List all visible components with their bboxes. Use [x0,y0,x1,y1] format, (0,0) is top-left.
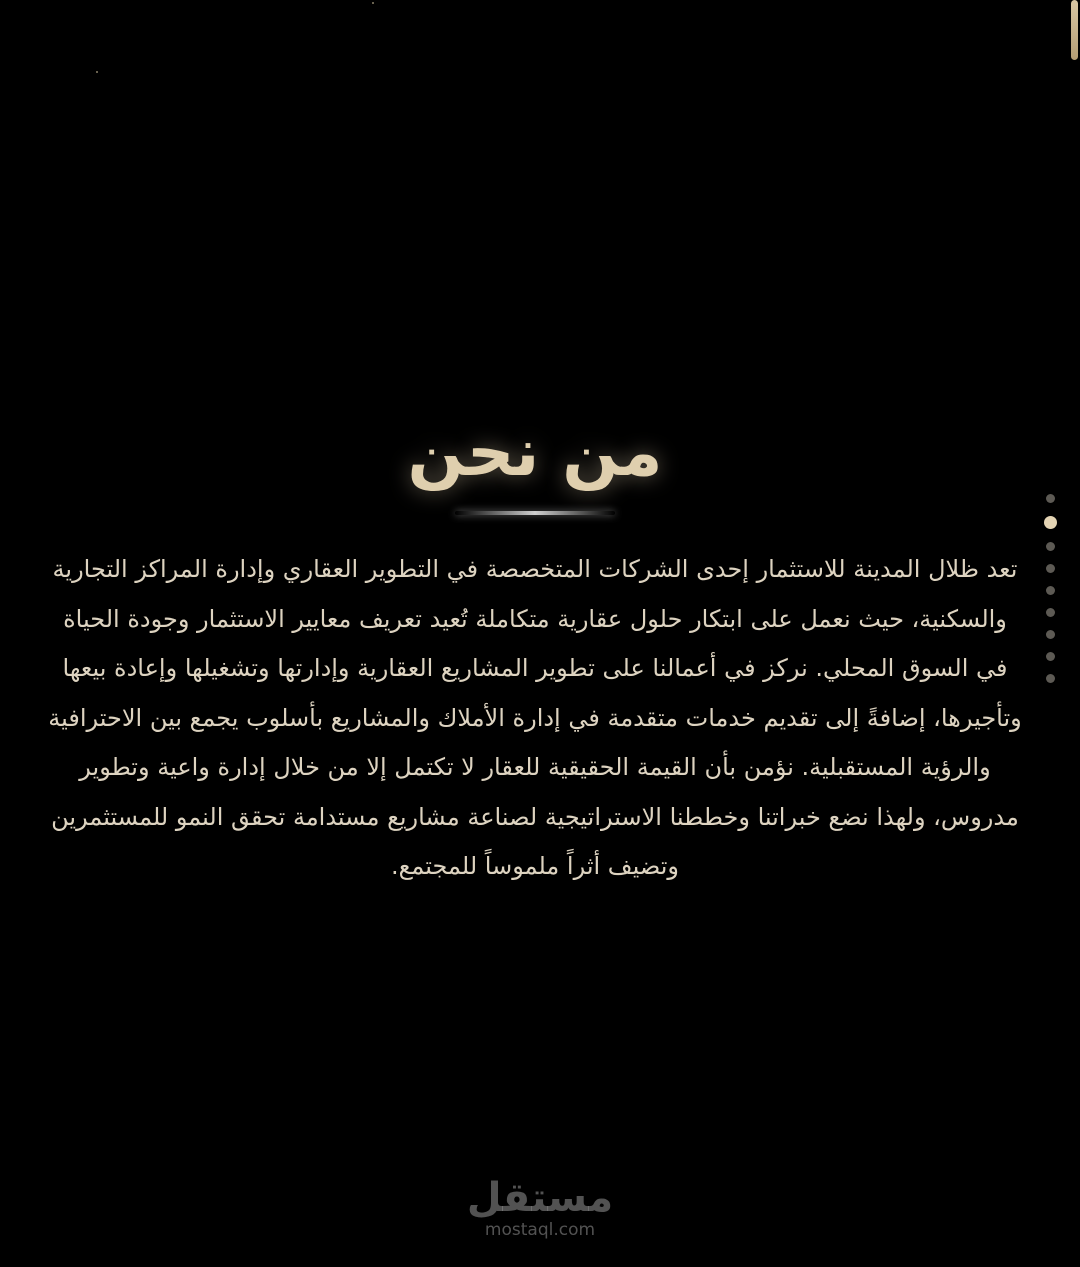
dot-nav-item[interactable] [1046,542,1055,551]
dot-nav-item-active[interactable] [1044,516,1057,529]
watermark-arabic: مستقل [466,1175,614,1221]
watermark-latin: mostaql.com [484,1220,596,1240]
section-dot-nav [1043,494,1057,696]
mostaql-watermark [440,1176,640,1240]
dot-nav-item[interactable] [1046,494,1055,503]
decorative-speck [372,2,374,4]
title-divider [455,511,615,515]
dot-nav-item[interactable] [1046,652,1055,661]
scrollbar-thumb[interactable] [1071,0,1078,60]
about-section [40,405,1030,892]
dot-nav-item[interactable] [1046,564,1055,573]
dot-nav-item[interactable] [1046,586,1055,595]
about-description: تعد ظلال المدينة للاستثمار إحدى الشركات المتخصصة في التطوير العقاري وإدارة المراكز التجارية والسكنية، حيث نعمل على ابتكار حلول عقارية متكاملة تُعيد تعريف معايير الاستثمار وجودة الحياة في السوق المحلي. نركز في أعمالنا على تطوير المشاريع العقارية وإدارتها وتشغيلها وإعادة بيعها وتأجيرها، إضافةً إلى تقديم خدمات متقدمة في إدارة الأملاك والمشاريع بأسلوب يجمع بين الاحترافية والرؤية المستقبلية. نؤمن بأن القيمة الحقيقية للعقار لا تكتمل إلا من خلال إدارة واعية وتطوير مدروس، ولهذا نضع خبراتنا وخططنا الاستراتيجية لصناعة مشاريع مستدامة تحقق النمو للمستثمرين وتضيف أثراً ملموساً للمجتمع. [48,555,1022,880]
dot-nav-item[interactable] [1046,674,1055,683]
section-title: من نحن [407,414,663,491]
decorative-speck [96,71,98,73]
dot-nav-item[interactable] [1046,608,1055,617]
dot-nav-item[interactable] [1046,630,1055,639]
